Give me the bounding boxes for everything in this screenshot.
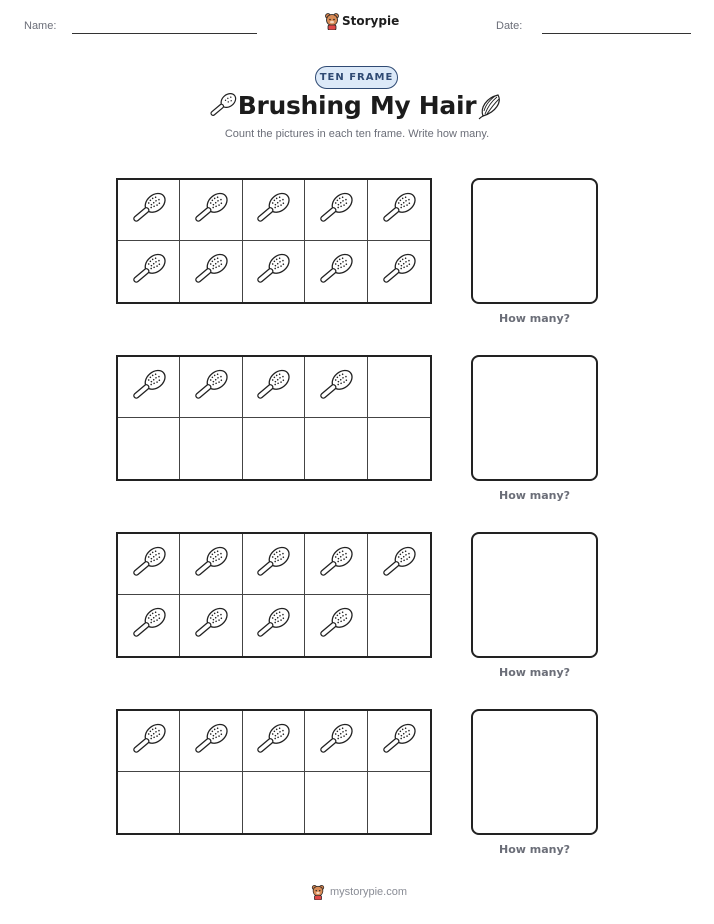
bear-mascot-icon (324, 12, 340, 30)
ten-frame-cell (368, 180, 430, 241)
hairbrush-icon (189, 249, 233, 294)
ten-frame-cell (118, 534, 180, 595)
hairbrush-icon (251, 365, 295, 410)
hairbrush-icon (127, 188, 171, 233)
hairbrush-icon (189, 188, 233, 233)
ten-frame-cell (180, 534, 242, 595)
answer-box-1[interactable] (471, 178, 598, 304)
ten-frame-cell (305, 534, 367, 595)
page-title: Brushing My Hair (237, 91, 477, 120)
hairbrush-icon (314, 542, 358, 587)
name-line (72, 33, 257, 34)
hairbrush-icon (127, 603, 171, 648)
ten-frame-cell (305, 418, 367, 479)
ten-frame-badge: TEN FRAME (315, 66, 398, 89)
ten-frame-cell (180, 772, 242, 833)
ten-frame-cell (305, 241, 367, 302)
ten-frame-4 (116, 709, 432, 835)
ten-frame-cell (243, 772, 305, 833)
ten-frame-cell (305, 180, 367, 241)
ten-frame-cell (118, 418, 180, 479)
bear-mascot-icon (310, 884, 326, 900)
hairbrush-icon (251, 249, 295, 294)
ten-frame-cell (180, 180, 242, 241)
hairbrush-icon (251, 719, 295, 764)
ten-frame-2 (116, 355, 432, 481)
hairbrush-icon (377, 542, 421, 587)
hairbrush-icon (314, 719, 358, 764)
ten-frame-1 (116, 178, 432, 304)
hairbrush-icon (127, 365, 171, 410)
ten-frame-cell (305, 711, 367, 772)
hairbrush-icon (377, 188, 421, 233)
hairbrush-icon (127, 249, 171, 294)
ten-frame-cell (243, 357, 305, 418)
logo-text: Storypie (342, 14, 400, 28)
ten-frame-cell (118, 772, 180, 833)
instructions: Count the pictures in each ten frame. Write how many. (224, 128, 490, 140)
how-many-label-3: How many? (498, 666, 571, 679)
hairbrush-icon (251, 188, 295, 233)
hair-lock-icon (478, 92, 504, 120)
hairbrush-icon (251, 542, 295, 587)
ten-frame-cell (368, 357, 430, 418)
ten-frame-3 (116, 532, 432, 658)
ten-frame-cell (368, 241, 430, 302)
storypie-logo (324, 12, 399, 30)
how-many-label-4: How many? (498, 843, 571, 856)
ten-frame-cell (368, 418, 430, 479)
answer-box-2[interactable] (471, 355, 598, 481)
ten-frame-cell (118, 357, 180, 418)
hairbrush-icon (314, 603, 358, 648)
name-label: Name: (24, 20, 57, 32)
footer (310, 884, 407, 900)
ten-frame-cell (305, 357, 367, 418)
ten-frame-cell (243, 241, 305, 302)
ten-frame-cell (368, 772, 430, 833)
ten-frame-cell (180, 595, 242, 656)
ten-frame-cell (118, 595, 180, 656)
ten-frame-cell (305, 772, 367, 833)
how-many-label-1: How many? (498, 312, 571, 325)
ten-frame-cell (368, 534, 430, 595)
hairbrush-icon (127, 542, 171, 587)
hairbrush-icon (251, 603, 295, 648)
hairbrush-icon (314, 249, 358, 294)
hairbrush-icon (127, 719, 171, 764)
hairbrush-icon (189, 603, 233, 648)
ten-frame-cell (243, 711, 305, 772)
ten-frame-cell (180, 711, 242, 772)
hairbrush-icon (377, 719, 421, 764)
date-line (542, 33, 691, 34)
ten-frame-cell (118, 180, 180, 241)
ten-frame-cell (243, 534, 305, 595)
hairbrush-icon (189, 365, 233, 410)
how-many-label-2: How many? (498, 489, 571, 502)
hairbrush-icon (314, 188, 358, 233)
ten-frame-cell (180, 357, 242, 418)
ten-frame-cell (368, 595, 430, 656)
answer-box-3[interactable] (471, 532, 598, 658)
footer-link[interactable]: mystorypie.com (330, 886, 408, 898)
ten-frame-cell (243, 180, 305, 241)
hairbrush-icon (189, 719, 233, 764)
date-label: Date: (496, 20, 523, 32)
ten-frame-cell (118, 711, 180, 772)
ten-frame-cell (118, 241, 180, 302)
ten-frame-cell (243, 595, 305, 656)
ten-frame-cell (180, 418, 242, 479)
hairbrush-icon (189, 542, 233, 587)
ten-frame-cell (368, 711, 430, 772)
hairbrush-icon (377, 249, 421, 294)
hairbrush-icon (314, 365, 358, 410)
ten-frame-cell (243, 418, 305, 479)
ten-frame-cell (180, 241, 242, 302)
ten-frame-cell (305, 595, 367, 656)
answer-box-4[interactable] (471, 709, 598, 835)
